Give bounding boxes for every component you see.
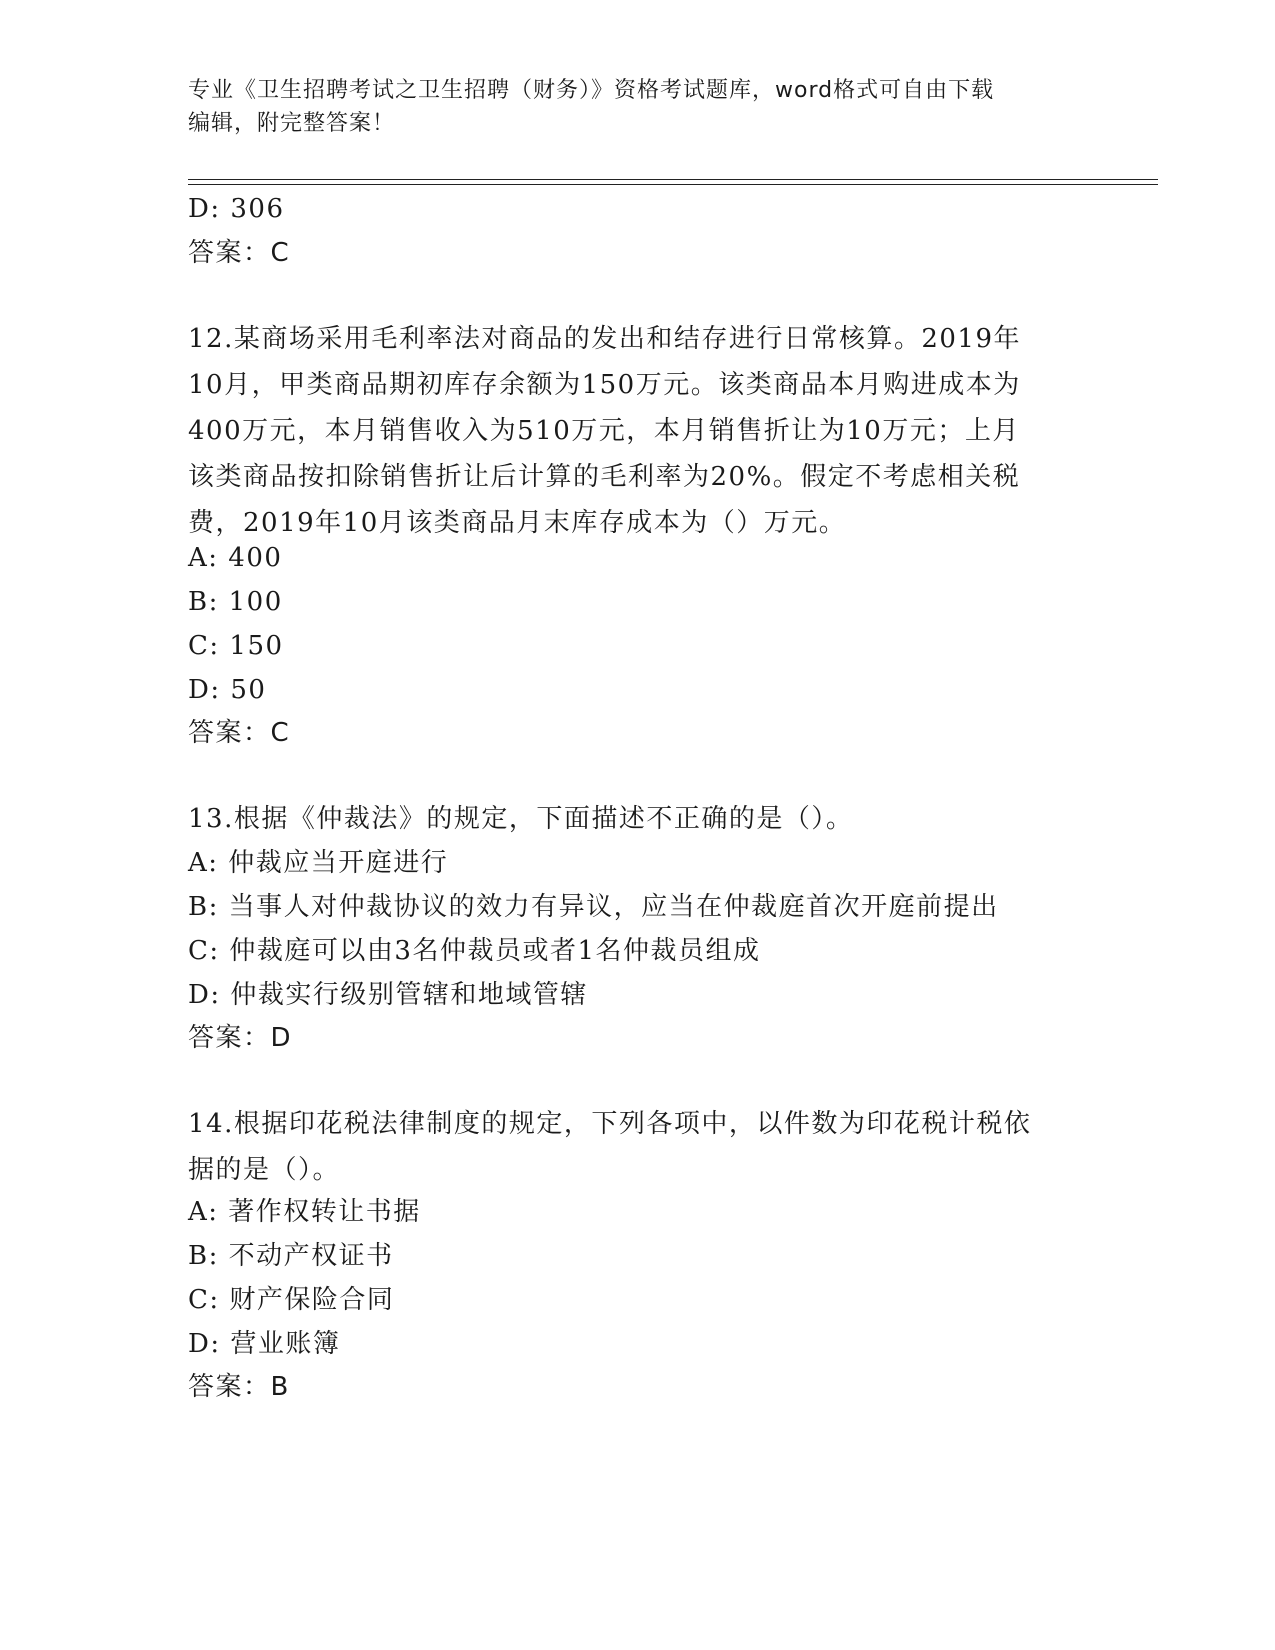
- header-line-1: 专业《卫生招聘考试之卫生招聘（财务）》资格考试题库，word格式可自由下载: [188, 78, 995, 103]
- question-12-line-1: 12.某商场采用毛利率法对商品的发出和结存进行日常核算。2019年: [188, 324, 1022, 354]
- question-13-answer: 答案：D: [188, 1023, 293, 1053]
- question-13-option-b: B: 当事人对仲裁协议的效力有异议，应当在仲裁庭首次开庭前提出: [188, 892, 999, 922]
- question-12-line-4: 该类商品按扣除销售折让后计算的毛利率为20%。假定不考虑相关税: [188, 462, 1021, 492]
- question-12-option-c: C: 150: [188, 631, 284, 661]
- question-13-text: [188, 796, 1088, 842]
- question-12-line-3: 400万元，本月销售收入为510万元，本月销售折让为10万元；上月: [188, 416, 1020, 446]
- question-13-line-1: 13.根据《仲裁法》的规定，下面描述不正确的是（）。: [188, 804, 854, 834]
- question-12-option-a: A: 400: [188, 543, 283, 573]
- header-line-2: 编辑，附完整答案！: [188, 111, 396, 136]
- question-12-line-5: 费，2019年10月该类商品月末库存成本为（）万元。: [188, 508, 847, 538]
- question-12-answer: 答案：C: [188, 718, 291, 748]
- question-13-option-d: D: 仲裁实行级别管辖和地域管辖: [188, 980, 588, 1010]
- prev-option-d: D: 306: [188, 194, 285, 224]
- question-14-option-b: B: 不动产权证书: [188, 1241, 394, 1271]
- question-12-option-b: B: 100: [188, 587, 283, 617]
- question-12-option-d: D: 50: [188, 675, 267, 705]
- question-13-option-a: A: 仲裁应当开庭进行: [188, 848, 449, 878]
- document-header: [188, 74, 1088, 140]
- question-14-option-c: C: 财产保险合同: [188, 1285, 395, 1315]
- question-14-line-1: 14.根据印花税法律制度的规定，下列各项中，以件数为印花税计税依: [188, 1109, 1032, 1139]
- question-12-text: [188, 316, 1088, 546]
- question-14-option-a: A: 著作权转让书据: [188, 1197, 421, 1227]
- header-divider-top: [188, 179, 1158, 180]
- question-14-answer: 答案：B: [188, 1372, 290, 1402]
- question-14-text: [188, 1101, 1088, 1193]
- question-12-line-2: 10月，甲类商品期初库存余额为150万元。该类商品本月购进成本为: [188, 370, 1021, 400]
- header-divider-bottom: [188, 184, 1158, 185]
- question-14-option-d: D: 营业账簿: [188, 1329, 341, 1359]
- prev-answer: 答案：C: [188, 238, 291, 268]
- question-13-option-c: C: 仲裁庭可以由3名仲裁员或者1名仲裁员组成: [188, 936, 761, 966]
- question-14-line-2: 据的是（）。: [188, 1155, 341, 1185]
